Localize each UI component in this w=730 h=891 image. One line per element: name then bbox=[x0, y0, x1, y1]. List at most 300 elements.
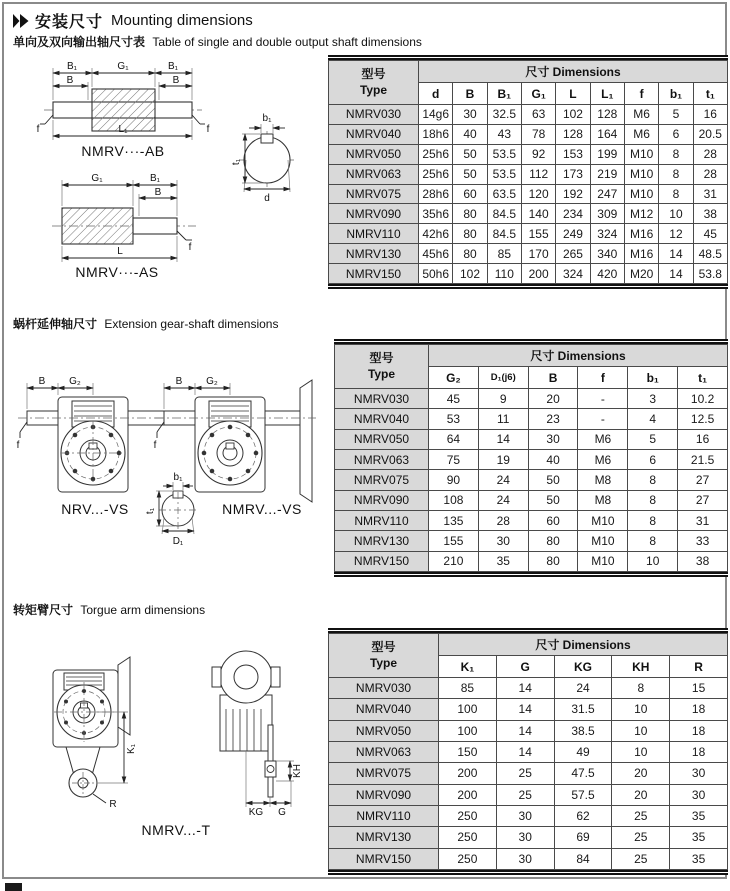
section2-heading-en: Extension gear-shaft dimensions bbox=[104, 317, 279, 331]
dim-label-f: f bbox=[188, 242, 192, 253]
value-cell: 78 bbox=[521, 124, 555, 144]
value-cell: 35 bbox=[670, 805, 728, 826]
value-cell: 234 bbox=[556, 204, 590, 224]
value-cell: 250 bbox=[439, 805, 497, 826]
type-cell: NMRV090 bbox=[329, 204, 419, 224]
dim-label-K1: K₁ bbox=[126, 743, 137, 755]
value-cell: 53.5 bbox=[487, 164, 521, 184]
column-header: L₁ bbox=[590, 83, 624, 105]
drawing-caption-ab: NMRV···-AB bbox=[81, 143, 165, 159]
value-cell: 5 bbox=[659, 105, 693, 125]
value-cell: 8 bbox=[628, 490, 678, 510]
value-cell: 28 bbox=[693, 144, 727, 164]
value-cell: 14 bbox=[659, 244, 693, 264]
value-cell: M8 bbox=[578, 490, 628, 510]
table-row bbox=[329, 805, 728, 826]
value-cell: 60 bbox=[528, 510, 578, 530]
dim-label-G2: G₂ bbox=[206, 376, 218, 387]
value-cell: 14 bbox=[659, 264, 693, 284]
value-cell: 84.5 bbox=[487, 224, 521, 244]
column-header: G₁ bbox=[521, 83, 555, 105]
value-cell: 128 bbox=[590, 105, 624, 125]
column-header: t₁ bbox=[678, 367, 728, 389]
type-header bbox=[329, 634, 439, 678]
dim-label-KG: KG bbox=[248, 807, 264, 818]
drawing-caption-as: NMRV···-AS bbox=[75, 264, 159, 280]
drawing-torque-arm bbox=[6, 635, 336, 840]
dim-label-G1: G₁ bbox=[91, 173, 103, 184]
value-cell: 14g6 bbox=[419, 105, 453, 125]
table-row bbox=[329, 244, 728, 264]
value-cell: 80 bbox=[453, 204, 487, 224]
type-header-en: Type bbox=[369, 655, 398, 670]
dims-header-en: Dimensions bbox=[562, 638, 631, 652]
value-cell: 102 bbox=[453, 264, 487, 284]
value-cell: 135 bbox=[429, 510, 479, 530]
column-header: KH bbox=[612, 656, 670, 678]
dims-header bbox=[429, 345, 728, 367]
value-cell: 28 bbox=[693, 164, 727, 184]
value-cell: 128 bbox=[556, 124, 590, 144]
value-cell: - bbox=[578, 389, 628, 409]
value-cell: 112 bbox=[521, 164, 555, 184]
type-header bbox=[335, 345, 429, 389]
dim-label-G1: G₁ bbox=[117, 61, 129, 72]
page-title-en: Mounting dimensions bbox=[111, 12, 253, 29]
value-cell: 8 bbox=[659, 184, 693, 204]
table-row bbox=[329, 848, 728, 869]
drawing-extension-shafts bbox=[6, 352, 336, 552]
type-cell: NMRV063 bbox=[329, 164, 419, 184]
value-cell: M10 bbox=[578, 531, 628, 551]
table-row bbox=[335, 389, 728, 409]
dims-header-zh: 尺寸 bbox=[525, 65, 550, 79]
table-row bbox=[329, 720, 728, 741]
column-header: b₁ bbox=[659, 83, 693, 105]
dim-label-b1-small: b₁ bbox=[262, 113, 272, 124]
value-cell: 27 bbox=[678, 470, 728, 490]
dim-label-d: d bbox=[264, 193, 270, 204]
merged-header-row bbox=[335, 345, 728, 367]
extension-shaft-table bbox=[334, 339, 728, 577]
type-cell: NMRV150 bbox=[329, 264, 419, 284]
dim-label-B1: B₁ bbox=[66, 61, 78, 72]
value-cell: 69 bbox=[554, 827, 612, 848]
type-cell: NMRV050 bbox=[329, 144, 419, 164]
type-cell: NMRV150 bbox=[335, 551, 429, 571]
type-header-zh: 型号 bbox=[371, 639, 396, 654]
value-cell: 92 bbox=[521, 144, 555, 164]
value-cell: M10 bbox=[624, 164, 658, 184]
value-cell: 16 bbox=[693, 105, 727, 125]
table-row bbox=[335, 510, 728, 530]
dim-label-t1: t₁ bbox=[231, 158, 242, 166]
value-cell: 23 bbox=[528, 409, 578, 429]
value-cell: 33 bbox=[678, 531, 728, 551]
value-cell: M12 bbox=[624, 204, 658, 224]
value-cell: 164 bbox=[590, 124, 624, 144]
drawing-caption-t: NMRV...-T bbox=[141, 822, 211, 838]
value-cell: M6 bbox=[578, 429, 628, 449]
value-cell: 35 bbox=[478, 551, 528, 571]
type-cell: NMRV040 bbox=[335, 409, 429, 429]
table-row bbox=[335, 449, 728, 469]
value-cell: 12 bbox=[659, 224, 693, 244]
section3-heading bbox=[13, 601, 205, 618]
value-cell: 12.5 bbox=[678, 409, 728, 429]
value-cell: 10 bbox=[612, 720, 670, 741]
value-cell: 20 bbox=[612, 763, 670, 784]
dims-header-zh: 尺寸 bbox=[535, 638, 560, 652]
type-header-zh: 型号 bbox=[369, 350, 394, 365]
type-cell: NMRV050 bbox=[329, 720, 439, 741]
dim-label-KH: KH bbox=[292, 764, 303, 778]
table-row bbox=[335, 490, 728, 510]
value-cell: 45 bbox=[693, 224, 727, 244]
column-header: f bbox=[578, 367, 628, 389]
value-cell: 8 bbox=[659, 144, 693, 164]
value-cell: 10 bbox=[612, 741, 670, 762]
value-cell: 60 bbox=[453, 184, 487, 204]
output-shaft-table bbox=[328, 55, 728, 289]
value-cell: M10 bbox=[578, 551, 628, 571]
value-cell: 80 bbox=[528, 551, 578, 571]
type-cell: NMRV130 bbox=[329, 244, 419, 264]
value-cell: 14 bbox=[496, 678, 554, 699]
dim-label-f: f bbox=[206, 124, 210, 135]
drawing-caption-nmrv-vs: NMRV...-VS bbox=[222, 501, 302, 517]
value-cell: 75 bbox=[429, 449, 479, 469]
dims-header-en: Dimensions bbox=[557, 349, 626, 363]
value-cell: 80 bbox=[528, 531, 578, 551]
type-cell: NMRV090 bbox=[335, 490, 429, 510]
value-cell: M20 bbox=[624, 264, 658, 284]
value-cell: 25h6 bbox=[419, 164, 453, 184]
value-cell: 85 bbox=[439, 678, 497, 699]
value-cell: 24 bbox=[478, 470, 528, 490]
value-cell: - bbox=[578, 409, 628, 429]
value-cell: 24 bbox=[554, 678, 612, 699]
dims-header bbox=[439, 634, 728, 656]
table-row bbox=[329, 144, 728, 164]
value-cell: 24 bbox=[478, 490, 528, 510]
value-cell: 3 bbox=[628, 389, 678, 409]
value-cell: 28h6 bbox=[419, 184, 453, 204]
table-row bbox=[329, 678, 728, 699]
value-cell: 250 bbox=[439, 848, 497, 869]
value-cell: 30 bbox=[528, 429, 578, 449]
table-row bbox=[329, 763, 728, 784]
value-cell: 49 bbox=[554, 741, 612, 762]
value-cell: 18 bbox=[670, 720, 728, 741]
value-cell: 6 bbox=[628, 449, 678, 469]
value-cell: 18 bbox=[670, 699, 728, 720]
dims-header-en: Dimensions bbox=[552, 65, 621, 79]
value-cell: 324 bbox=[590, 224, 624, 244]
value-cell: 30 bbox=[670, 763, 728, 784]
value-cell: 48.5 bbox=[693, 244, 727, 264]
value-cell: 247 bbox=[590, 184, 624, 204]
value-cell: 28 bbox=[478, 510, 528, 530]
value-cell: 324 bbox=[556, 264, 590, 284]
value-cell: 4 bbox=[628, 409, 678, 429]
output-shaft-dimensions-table bbox=[328, 60, 728, 284]
value-cell: 173 bbox=[556, 164, 590, 184]
value-cell: 53 bbox=[429, 409, 479, 429]
dim-label-f: f bbox=[36, 124, 40, 135]
value-cell: 53.8 bbox=[693, 264, 727, 284]
value-cell: 192 bbox=[556, 184, 590, 204]
value-cell: 35 bbox=[670, 827, 728, 848]
table-row bbox=[329, 204, 728, 224]
value-cell: 200 bbox=[439, 784, 497, 805]
value-cell: 10 bbox=[612, 699, 670, 720]
type-cell: NMRV075 bbox=[335, 470, 429, 490]
value-cell: 14 bbox=[478, 429, 528, 449]
table-row bbox=[335, 551, 728, 571]
value-cell: 200 bbox=[439, 763, 497, 784]
value-cell: 11 bbox=[478, 409, 528, 429]
table-row bbox=[329, 105, 728, 125]
page-title-zh: 安装尺寸 bbox=[35, 14, 104, 31]
column-header: B bbox=[453, 83, 487, 105]
type-cell: NMRV110 bbox=[335, 510, 429, 530]
value-cell: 50h6 bbox=[419, 264, 453, 284]
value-cell: 43 bbox=[487, 124, 521, 144]
type-cell: NMRV130 bbox=[335, 531, 429, 551]
value-cell: 30 bbox=[496, 805, 554, 826]
value-cell: 90 bbox=[429, 470, 479, 490]
value-cell: 30 bbox=[670, 784, 728, 805]
value-cell: 265 bbox=[556, 244, 590, 264]
type-cell: NMRV130 bbox=[329, 827, 439, 848]
value-cell: 30 bbox=[496, 848, 554, 869]
type-cell: NMRV050 bbox=[335, 429, 429, 449]
value-cell: 15 bbox=[670, 678, 728, 699]
value-cell: 14 bbox=[496, 699, 554, 720]
section1-heading-en: Table of single and double output shaft dimensions bbox=[152, 35, 422, 49]
section2-heading bbox=[13, 315, 278, 332]
value-cell: M6 bbox=[624, 105, 658, 125]
type-cell: NMRV075 bbox=[329, 763, 439, 784]
value-cell: 219 bbox=[590, 164, 624, 184]
value-cell: 21.5 bbox=[678, 449, 728, 469]
dim-label-f: f bbox=[153, 440, 157, 451]
dim-label-b1-small: b₁ bbox=[173, 472, 183, 483]
value-cell: 38 bbox=[678, 551, 728, 571]
value-cell: 155 bbox=[429, 531, 479, 551]
dim-label-B1: B₁ bbox=[167, 61, 179, 72]
value-cell: 64 bbox=[429, 429, 479, 449]
value-cell: 170 bbox=[521, 244, 555, 264]
section2-heading-zh: 蜗杆延伸轴尺寸 bbox=[13, 317, 98, 331]
value-cell: M6 bbox=[624, 124, 658, 144]
value-cell: 57.5 bbox=[554, 784, 612, 805]
value-cell: 50 bbox=[528, 490, 578, 510]
value-cell: 8 bbox=[628, 470, 678, 490]
dim-label-L1: L₁ bbox=[118, 124, 128, 135]
section1-heading bbox=[13, 33, 422, 50]
dim-label-G: G bbox=[278, 807, 286, 818]
value-cell: 102 bbox=[556, 105, 590, 125]
column-header: K₁ bbox=[439, 656, 497, 678]
value-cell: 309 bbox=[590, 204, 624, 224]
drawing-output-shafts bbox=[6, 53, 328, 300]
value-cell: 80 bbox=[453, 244, 487, 264]
value-cell: 10 bbox=[628, 551, 678, 571]
column-header: G₂ bbox=[429, 367, 479, 389]
value-cell: 19 bbox=[478, 449, 528, 469]
type-cell: NMRV040 bbox=[329, 699, 439, 720]
dims-header bbox=[419, 61, 728, 83]
dim-label-B: B bbox=[38, 376, 46, 387]
value-cell: 10.2 bbox=[678, 389, 728, 409]
table-row bbox=[329, 699, 728, 720]
value-cell: 35h6 bbox=[419, 204, 453, 224]
value-cell: 8 bbox=[659, 164, 693, 184]
value-cell: 8 bbox=[628, 531, 678, 551]
section-marker-icon bbox=[13, 14, 29, 28]
value-cell: 18h6 bbox=[419, 124, 453, 144]
torque-arm-table bbox=[328, 628, 728, 875]
dims-header-zh: 尺寸 bbox=[530, 349, 555, 363]
value-cell: 84 bbox=[554, 848, 612, 869]
value-cell: 25 bbox=[496, 763, 554, 784]
section3-heading-en: Torgue arm dimensions bbox=[80, 603, 206, 617]
value-cell: 199 bbox=[590, 144, 624, 164]
value-cell: 8 bbox=[612, 678, 670, 699]
dim-label-t1: t₁ bbox=[145, 507, 156, 515]
column-header: KG bbox=[554, 656, 612, 678]
value-cell: 140 bbox=[521, 204, 555, 224]
table-row bbox=[335, 429, 728, 449]
column-header: L bbox=[556, 83, 590, 105]
type-cell: NMRV040 bbox=[329, 124, 419, 144]
value-cell: 110 bbox=[487, 264, 521, 284]
dim-label-B1: B₁ bbox=[149, 173, 161, 184]
dim-label-G2: G₂ bbox=[69, 376, 81, 387]
value-cell: 153 bbox=[556, 144, 590, 164]
value-cell: 20 bbox=[612, 784, 670, 805]
value-cell: 18 bbox=[670, 741, 728, 762]
value-cell: M16 bbox=[624, 244, 658, 264]
value-cell: M16 bbox=[624, 224, 658, 244]
dim-label-D1: D₁ bbox=[172, 536, 184, 547]
value-cell: 85 bbox=[487, 244, 521, 264]
value-cell: 150 bbox=[439, 741, 497, 762]
value-cell: 25h6 bbox=[419, 144, 453, 164]
value-cell: 25 bbox=[612, 848, 670, 869]
value-cell: 100 bbox=[439, 720, 497, 741]
value-cell: 14 bbox=[496, 741, 554, 762]
value-cell: 63 bbox=[521, 105, 555, 125]
value-cell: 50 bbox=[453, 164, 487, 184]
type-header bbox=[329, 61, 419, 105]
dim-label-f: f bbox=[16, 440, 20, 451]
drawing-caption-nrv-vs: NRV...-VS bbox=[61, 501, 129, 517]
column-header: B bbox=[528, 367, 578, 389]
dim-label-B: B bbox=[172, 75, 180, 86]
column-header: B₁ bbox=[487, 83, 521, 105]
value-cell: 32.5 bbox=[487, 105, 521, 125]
table-row bbox=[335, 409, 728, 429]
column-header: b₁ bbox=[628, 367, 678, 389]
value-cell: 108 bbox=[429, 490, 479, 510]
value-cell: 40 bbox=[453, 124, 487, 144]
type-cell: NMRV063 bbox=[335, 449, 429, 469]
page-corner-mark bbox=[5, 883, 22, 891]
value-cell: 80 bbox=[453, 224, 487, 244]
dim-label-B: B bbox=[66, 75, 74, 86]
value-cell: 200 bbox=[521, 264, 555, 284]
column-header: D₁(j6) bbox=[478, 367, 528, 389]
value-cell: 25 bbox=[496, 784, 554, 805]
type-cell: NMRV030 bbox=[335, 389, 429, 409]
value-cell: 250 bbox=[439, 827, 497, 848]
value-cell: 30 bbox=[496, 827, 554, 848]
value-cell: 340 bbox=[590, 244, 624, 264]
table-row bbox=[329, 224, 728, 244]
value-cell: M10 bbox=[624, 184, 658, 204]
value-cell: 10 bbox=[659, 204, 693, 224]
table-row bbox=[335, 470, 728, 490]
value-cell: 42h6 bbox=[419, 224, 453, 244]
column-header: R bbox=[670, 656, 728, 678]
value-cell: 45 bbox=[429, 389, 479, 409]
type-cell: NMRV110 bbox=[329, 224, 419, 244]
value-cell: M8 bbox=[578, 470, 628, 490]
value-cell: 31.5 bbox=[554, 699, 612, 720]
value-cell: 20 bbox=[528, 389, 578, 409]
value-cell: 45h6 bbox=[419, 244, 453, 264]
value-cell: M10 bbox=[624, 144, 658, 164]
value-cell: 50 bbox=[528, 470, 578, 490]
value-cell: 20.5 bbox=[693, 124, 727, 144]
value-cell: 47.5 bbox=[554, 763, 612, 784]
value-cell: 38.5 bbox=[554, 720, 612, 741]
type-header-en: Type bbox=[367, 366, 396, 381]
value-cell: 8 bbox=[628, 510, 678, 530]
value-cell: 100 bbox=[439, 699, 497, 720]
table-row bbox=[329, 741, 728, 762]
section1-heading-zh: 单向及双向输出轴尺寸表 bbox=[13, 35, 146, 49]
table-row bbox=[329, 164, 728, 184]
page-title bbox=[13, 9, 253, 32]
value-cell: 16 bbox=[678, 429, 728, 449]
dim-label-L: L bbox=[117, 246, 123, 257]
dim-label-B: B bbox=[175, 376, 183, 387]
extension-shaft-dimensions-table bbox=[334, 344, 728, 572]
value-cell: 6 bbox=[659, 124, 693, 144]
section3-heading-zh: 转矩臂尺寸 bbox=[13, 603, 74, 617]
value-cell: 63.5 bbox=[487, 184, 521, 204]
value-cell: 30 bbox=[478, 531, 528, 551]
value-cell: M10 bbox=[578, 510, 628, 530]
type-header-en: Type bbox=[359, 82, 388, 97]
value-cell: 155 bbox=[521, 224, 555, 244]
value-cell: 5 bbox=[628, 429, 678, 449]
dim-label-B: B bbox=[154, 187, 162, 198]
column-header: d bbox=[419, 83, 453, 105]
value-cell: 9 bbox=[478, 389, 528, 409]
value-cell: 27 bbox=[678, 490, 728, 510]
column-header: G bbox=[496, 656, 554, 678]
table-row bbox=[329, 784, 728, 805]
value-cell: 14 bbox=[496, 720, 554, 741]
value-cell: 38 bbox=[693, 204, 727, 224]
value-cell: 35 bbox=[670, 848, 728, 869]
type-cell: NMRV090 bbox=[329, 784, 439, 805]
